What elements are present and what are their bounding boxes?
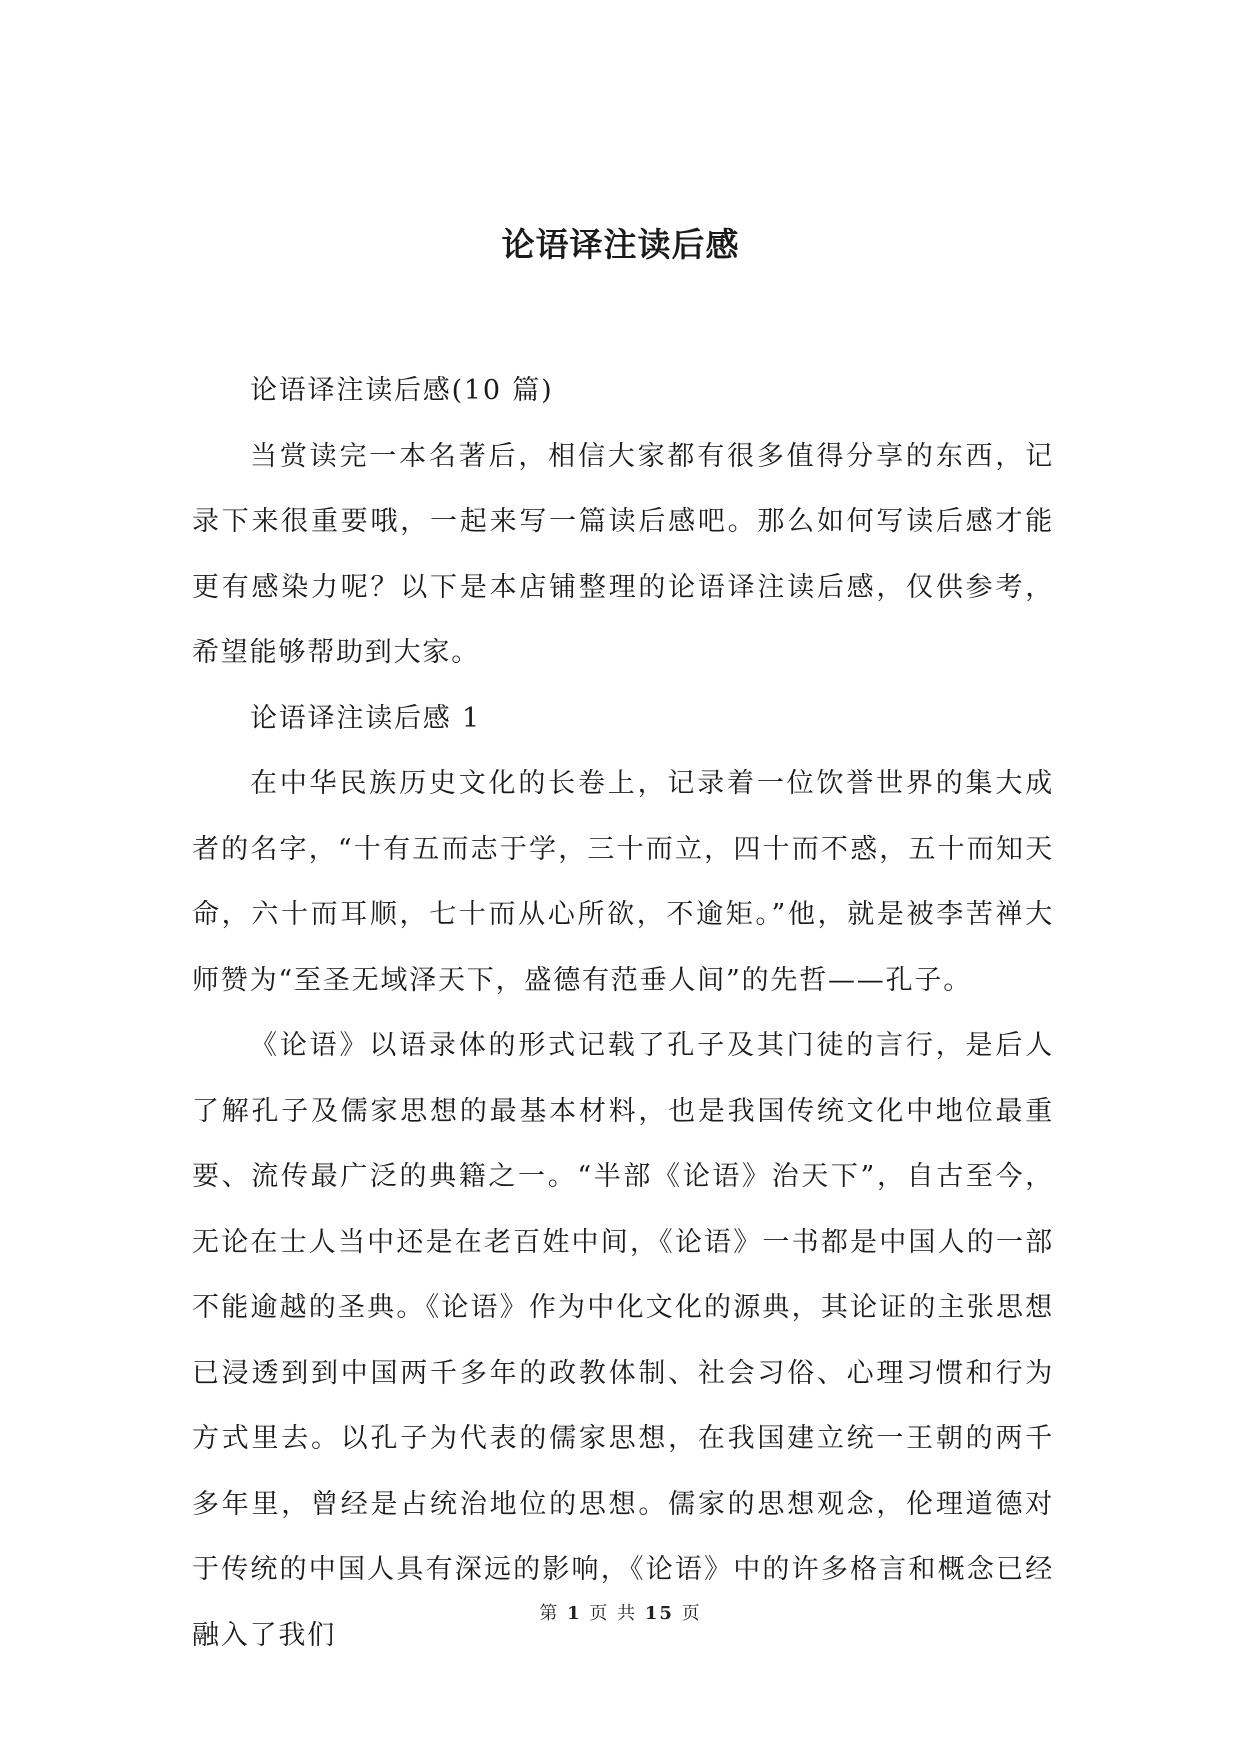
document-title: 论语译注读后感	[501, 225, 740, 264]
footer-middle: 页 共	[589, 1603, 638, 1624]
footer-prefix: 第	[539, 1603, 560, 1624]
footer-suffix: 页	[681, 1603, 702, 1624]
footer-page-number: 1	[567, 1603, 582, 1624]
page-footer	[0, 1602, 1241, 1626]
intro-paragraph: 当赏读完一本名著后，相信大家都有很多值得分享的东西，记录下来很重要哦，一起来写一篇读后感吧。那么如何写读后感才能更有感染力呢？以下是本店铺整理的论语译注读后感，仅供参考，希望能够帮助到大家。	[192, 440, 1054, 668]
section-heading: 论语译注读后感 1	[250, 702, 481, 734]
body-paragraph: 在中华民族历史文化的长卷上，记录着一位饮誉世界的集大成者的名字，“十有五而志于学，三十而立，四十而不惑，五十而知天命，六十而耳顺，七十而从心所欲，不逾矩。”他，就是被李苦禅大师赞为“至圣无域泽天下，盛德有范垂人间”的先哲——孔子。	[192, 768, 1054, 996]
subtitle-paragraph: 论语译注读后感(10 篇)	[250, 375, 554, 406]
body-paragraph: 《论语》以语录体的形式记载了孔子及其门徒的言行，是后人了解孔子及儒家思想的最基本材料，也是我国传统文化中地位最重要、流传最广泛的典籍之一。“半部《论语》治天下”，自古至今，无论在士人当中还是在老百姓中间，《论语》一书都是中国人的一部不能逾越的圣典。《论语》作为中化文化的源典，其论证的主张思想已浸透到到中国两千多年的政教体制、社会习俗、心理习惯和行为方式里去。以孔子为代表的儒家思想，在我国建立统一王朝的两千多年里，曾经是占统治地位的思想。儒家的思想观念，伦理道德对于传统的中国人具有深远的影响，《论语》中的许多格言和概念已经融入了我们	[192, 1030, 1054, 1651]
document-body	[192, 358, 1054, 1668]
footer-total-pages: 15	[644, 1603, 674, 1624]
